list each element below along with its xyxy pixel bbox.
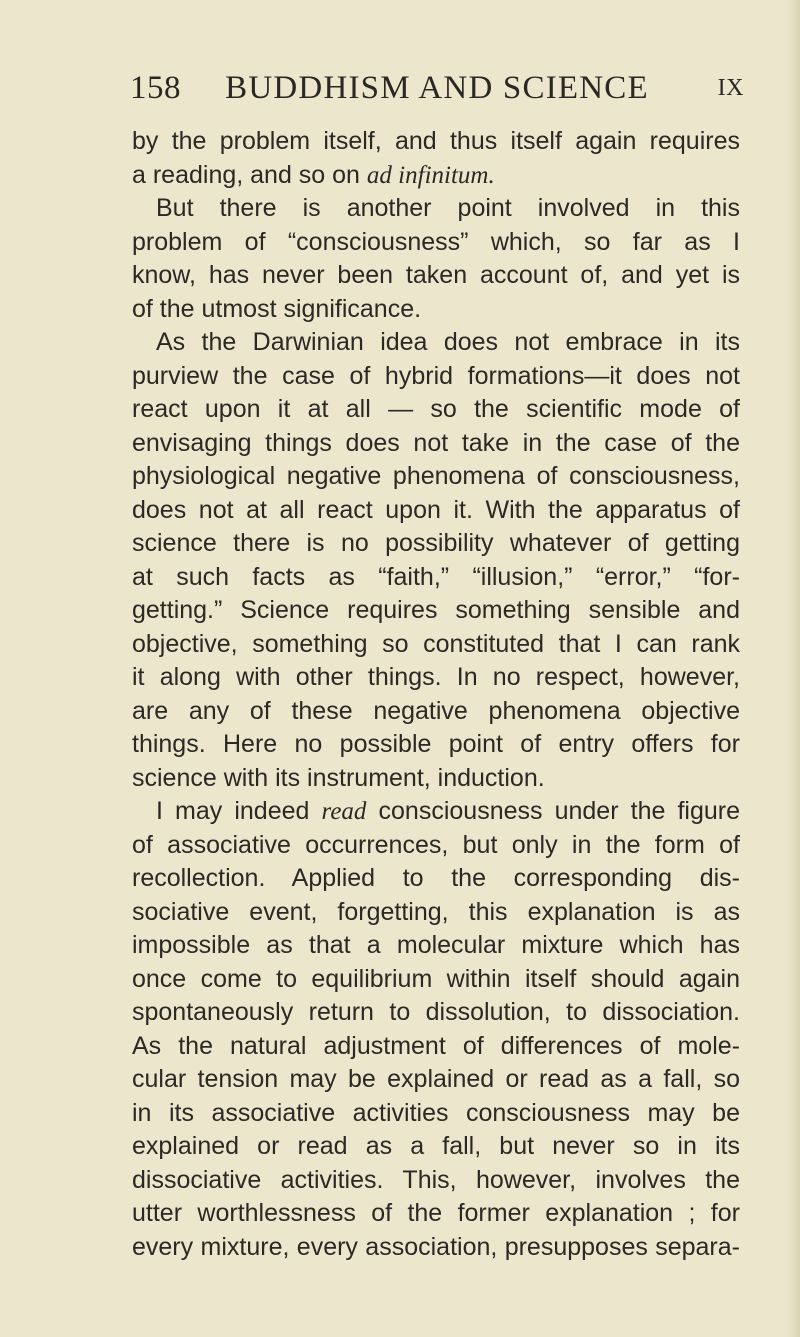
text-line: react upon it at all — so the scientific mode of	[132, 395, 740, 423]
text-line: every mixture, every association, presupposes separa-	[132, 1232, 740, 1261]
text-line: envisaging things does not take in the case of the	[132, 428, 740, 457]
text-line: problem of “consciousness” which, so far as I	[132, 227, 740, 256]
text-line	[132, 795, 740, 829]
text-fragment: I may indeed	[156, 797, 310, 825]
text-line: once come to equilibrium within itself should again	[132, 964, 740, 993]
text-line: science with its instrument, induction.	[132, 763, 545, 792]
text-line: As the Darwinian idea does not embrace in its	[156, 328, 740, 356]
text-line: objective, something so constituted that I can rank	[132, 629, 740, 658]
page-number: 158	[130, 70, 181, 106]
text-line: utter worthlessness of the former explanation ; for	[132, 1199, 740, 1227]
text-line	[132, 159, 740, 193]
text-line: of associative occurrences, but only in the form of	[132, 830, 740, 859]
text-line: But there is another point involved in this	[156, 194, 740, 222]
text-line: sociative event, forgetting, this explanation is as	[132, 897, 740, 926]
text-line: science there is no possibility whatever of getting	[132, 529, 740, 557]
text-line: know, has never been taken account of, and yet is	[132, 261, 740, 289]
text-line: explained or read as a fall, but never so in its	[132, 1132, 740, 1160]
text-line: are any of these negative phenomena objective	[132, 696, 740, 725]
text-line: recollection. Applied to the corresponding dis-	[132, 864, 740, 892]
text-line: things. Here no possible point of entry offers for	[132, 730, 740, 758]
text-line: in its associative activities consciousness may be	[132, 1098, 740, 1127]
text-line: As the natural adjustment of differences of mole-	[132, 1031, 740, 1060]
page-edge-shadow	[786, 0, 800, 1337]
text-line: cular tension may be explained or read as a fall, so	[132, 1065, 740, 1093]
running-header	[130, 64, 744, 112]
body-text	[132, 125, 740, 1264]
text-fragment: consciousness under the figure	[378, 797, 741, 825]
text-line: at such facts as “faith,” “illusion,” “error,” “for-	[132, 562, 740, 591]
text-line: impossible as that a molecular mixture which has	[132, 931, 740, 959]
text-line: by the problem itself, and thus itself again requires	[132, 127, 740, 155]
text-line: spontaneously return to dissolution, to dissociation.	[132, 998, 740, 1026]
running-title: BUDDHISM AND SCIENCE	[225, 70, 649, 106]
text-line: physiological negative phenomena of consciousness,	[132, 462, 740, 490]
italic-phrase: ad infinitum.	[366, 161, 495, 189]
italic-word: read	[321, 798, 367, 825]
text-line: of the utmost significance.	[132, 294, 422, 323]
text-line: purview the case of hybrid formations—it does not	[132, 361, 740, 390]
text-line: dissociative activities. This, however, involves the	[132, 1165, 740, 1194]
text-line: getting.” Science requires something sensible and	[132, 596, 740, 624]
text-fragment: a reading, and so on	[132, 160, 360, 189]
text-line: does not at all react upon it. With the apparatus of	[132, 495, 740, 524]
text-line: it along with other things. In no respect, however,	[132, 663, 740, 691]
chapter-number: IX	[717, 75, 744, 101]
